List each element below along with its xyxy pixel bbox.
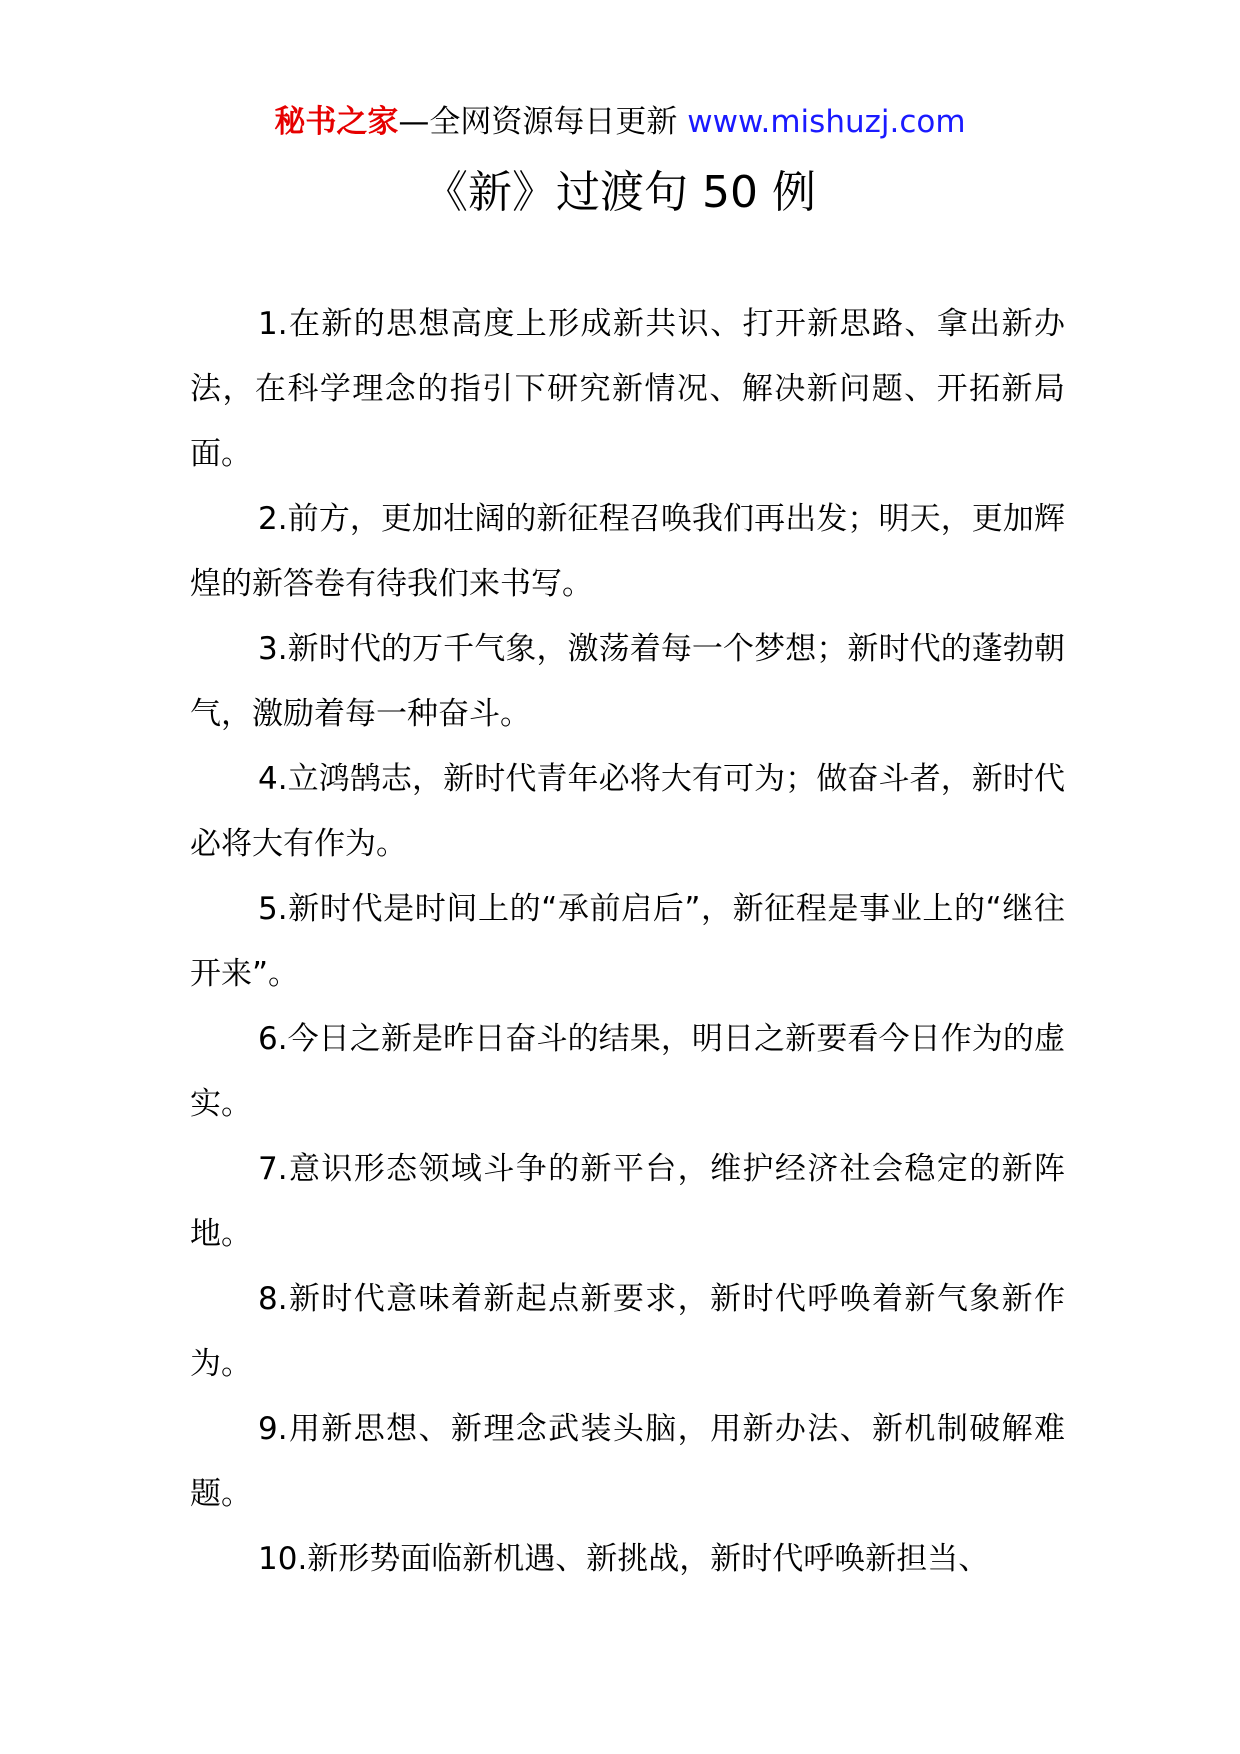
paragraph-10: 10.新形势面临新机遇、新挑战，新时代呼唤新担当、 (258, 1541, 990, 1577)
site-brand: 秘书之家 (274, 104, 399, 140)
document-body (190, 292, 1065, 1592)
paragraph-1: 1.在新的思想高度上形成新共识、打开新思路、拿出新办法，在科学理念的指引下研究新情况、解决新问题、开拓新局面。 (190, 306, 1065, 472)
document-title: 《新》过渡句 50 例 (424, 167, 816, 218)
site-tagline: —全网资源每日更新 (398, 104, 688, 140)
paragraph-6: 6.今日之新是昨日奋斗的结果，明日之新要看今日作为的虚实。 (190, 1021, 1065, 1122)
paragraph-9: 9.用新思想、新理念武装头脑，用新办法、新机制破解难题。 (190, 1411, 1065, 1512)
site-url-link[interactable]: www.mishuzj.com (687, 104, 966, 140)
paragraph-2: 2.前方，更加壮阔的新征程召唤我们再出发；明天，更加辉煌的新答卷有待我们来书写。 (190, 501, 1065, 602)
paragraph-8: 8.新时代意味着新起点新要求，新时代呼唤着新气象新作为。 (190, 1281, 1065, 1382)
paragraph-4: 4.立鸿鹄志，新时代青年必将大有可为；做奋斗者，新时代必将大有作为。 (190, 761, 1065, 862)
paragraph-3: 3.新时代的万千气象，激荡着每一个梦想；新时代的蓬勃朝气，激励着每一种奋斗。 (190, 631, 1065, 732)
paragraph-5: 5.新时代是时间上的“承前启后”，新征程是事业上的“继往开来”。 (190, 891, 1065, 992)
paragraph-7: 7.意识形态领域斗争的新平台，维护经济社会稳定的新阵地。 (190, 1151, 1065, 1252)
site-banner (0, 100, 1240, 144)
